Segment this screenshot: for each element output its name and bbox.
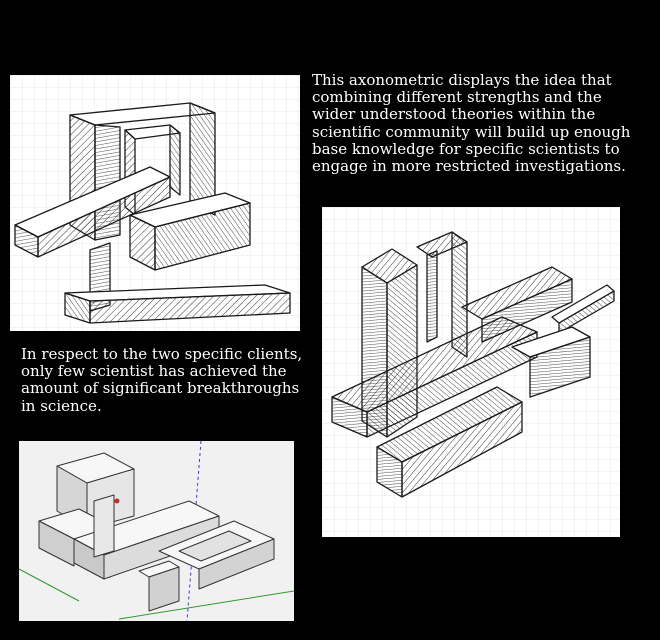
- axonometric-sketch-1: [10, 75, 300, 331]
- caption-top: This axonometric displays the idea that combining different strengths and the wider understood theories within the scientific community will build up enough base knowledge for specific scientists to engage in more restricted investigations.: [312, 71, 631, 176]
- axonometric-sketch-2: [322, 207, 620, 537]
- caption-left: In respect to the two specific clients, only few scientist has achieved the amount of significant breakthroughs in science.: [21, 345, 303, 415]
- 3d-model-render: [19, 441, 294, 621]
